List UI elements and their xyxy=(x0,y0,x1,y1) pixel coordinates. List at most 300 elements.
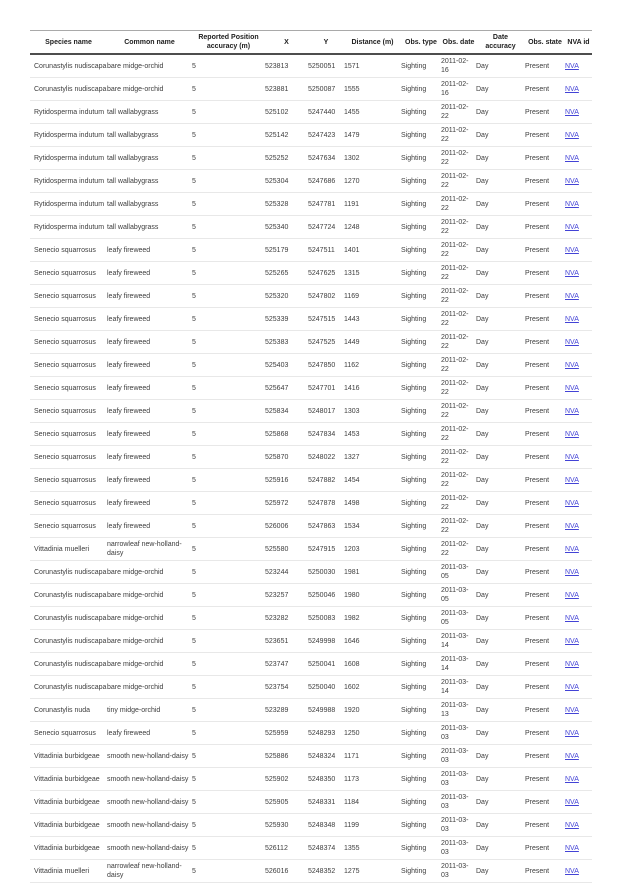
cell-date_accuracy: Day xyxy=(476,814,525,837)
cell-obs_date: 2011-03-03 xyxy=(441,722,476,745)
column-header-nva_id: NVA id xyxy=(565,31,592,55)
cell-y: 5250040 xyxy=(308,676,344,699)
cell-obs_type: Sighting xyxy=(401,860,441,883)
cell-date_accuracy: Day xyxy=(476,377,525,400)
cell-reported_position_accuracy: 5 xyxy=(192,561,265,584)
cell-common_name: tall wallabygrass xyxy=(107,124,192,147)
cell-nva_id xyxy=(565,331,592,354)
cell-y: 5247525 xyxy=(308,331,344,354)
nva-link[interactable]: NVA xyxy=(565,361,579,369)
cell-y: 5248331 xyxy=(308,791,344,814)
cell-species_name: Vittadinia burbidgeae xyxy=(30,745,107,768)
cell-species_name: Corunastylis nudiscapa xyxy=(30,78,107,101)
cell-y: 5250030 xyxy=(308,561,344,584)
cell-common_name: leafy fireweed xyxy=(107,722,192,745)
cell-obs_date: 2011-02-22 xyxy=(441,216,476,239)
cell-common_name: tall wallabygrass xyxy=(107,147,192,170)
cell-reported_position_accuracy: 5 xyxy=(192,354,265,377)
cell-reported_position_accuracy: 5 xyxy=(192,193,265,216)
cell-obs_type: Sighting xyxy=(401,630,441,653)
cell-x: 525868 xyxy=(265,423,308,446)
nva-link[interactable]: NVA xyxy=(565,177,579,185)
cell-x: 523257 xyxy=(265,584,308,607)
cell-species_name: Senecio squarrosus xyxy=(30,515,107,538)
cell-obs_type: Sighting xyxy=(401,561,441,584)
cell-reported_position_accuracy: 5 xyxy=(192,423,265,446)
table-row xyxy=(30,354,592,377)
cell-x: 523747 xyxy=(265,653,308,676)
cell-distance: 1980 xyxy=(344,584,401,607)
cell-x: 525383 xyxy=(265,331,308,354)
cell-nva_id xyxy=(565,745,592,768)
cell-obs_state: Present xyxy=(525,584,565,607)
cell-obs_type: Sighting xyxy=(401,54,441,78)
cell-obs_state: Present xyxy=(525,262,565,285)
cell-x: 525340 xyxy=(265,216,308,239)
cell-nva_id xyxy=(565,377,592,400)
cell-obs_date: 2011-02-22 xyxy=(441,515,476,538)
cell-x: 525252 xyxy=(265,147,308,170)
table-row xyxy=(30,331,592,354)
cell-nva_id xyxy=(565,193,592,216)
cell-obs_date: 2011-02-22 xyxy=(441,354,476,377)
cell-distance: 1173 xyxy=(344,768,401,791)
table-row xyxy=(30,54,592,78)
cell-species_name: Corunastylis nudiscapa xyxy=(30,607,107,630)
cell-y: 5248348 xyxy=(308,814,344,837)
cell-y: 5250041 xyxy=(308,653,344,676)
cell-obs_date: 2011-02-22 xyxy=(441,285,476,308)
cell-nva_id xyxy=(565,170,592,193)
cell-obs_date: 2011-03-05 xyxy=(441,561,476,584)
cell-common_name: bare midge-orchid xyxy=(107,54,192,78)
cell-obs_type: Sighting xyxy=(401,446,441,469)
cell-x: 525870 xyxy=(265,446,308,469)
cell-species_name: Senecio squarrosus xyxy=(30,239,107,262)
cell-obs_state: Present xyxy=(525,101,565,124)
cell-reported_position_accuracy: 5 xyxy=(192,147,265,170)
cell-distance: 1250 xyxy=(344,722,401,745)
nva-link[interactable]: NVA xyxy=(565,407,579,415)
cell-reported_position_accuracy: 5 xyxy=(192,78,265,101)
cell-common_name: leafy fireweed xyxy=(107,446,192,469)
table-row xyxy=(30,147,592,170)
cell-y: 5247781 xyxy=(308,193,344,216)
cell-reported_position_accuracy: 5 xyxy=(192,400,265,423)
cell-obs_date: 2011-02-22 xyxy=(441,446,476,469)
cell-distance: 1646 xyxy=(344,630,401,653)
cell-obs_state: Present xyxy=(525,170,565,193)
cell-x: 525304 xyxy=(265,170,308,193)
cell-date_accuracy: Day xyxy=(476,124,525,147)
cell-y: 5247863 xyxy=(308,515,344,538)
table-row xyxy=(30,676,592,699)
nva-link[interactable]: NVA xyxy=(565,752,579,760)
cell-obs_state: Present xyxy=(525,492,565,515)
table-row xyxy=(30,699,592,722)
cell-species_name: Vittadinia burbidgeae xyxy=(30,814,107,837)
cell-reported_position_accuracy: 5 xyxy=(192,768,265,791)
cell-obs_state: Present xyxy=(525,377,565,400)
cell-nva_id xyxy=(565,768,592,791)
nva-link[interactable]: NVA xyxy=(565,62,579,70)
nva-link[interactable]: NVA xyxy=(565,338,579,346)
cell-common_name: tiny midge-orchid xyxy=(107,699,192,722)
cell-common_name: leafy fireweed xyxy=(107,331,192,354)
cell-date_accuracy: Day xyxy=(476,78,525,101)
nva-link[interactable]: NVA xyxy=(565,453,579,461)
cell-nva_id xyxy=(565,354,592,377)
nva-link[interactable]: NVA xyxy=(565,729,579,737)
cell-obs_date: 2011-03-03 xyxy=(441,768,476,791)
cell-date_accuracy: Day xyxy=(476,561,525,584)
table-header-row xyxy=(30,31,592,55)
cell-x: 525179 xyxy=(265,239,308,262)
cell-distance: 1982 xyxy=(344,607,401,630)
nva-link[interactable]: NVA xyxy=(565,384,579,392)
cell-y: 5247878 xyxy=(308,492,344,515)
cell-x: 525580 xyxy=(265,538,308,561)
cell-y: 5248324 xyxy=(308,745,344,768)
cell-species_name: Senecio squarrosus xyxy=(30,331,107,354)
cell-species_name: Corunastylis nudiscapa xyxy=(30,561,107,584)
cell-y: 5247915 xyxy=(308,538,344,561)
column-header-obs_date: Obs. date xyxy=(441,31,476,55)
cell-common_name: leafy fireweed xyxy=(107,400,192,423)
cell-obs_state: Present xyxy=(525,653,565,676)
cell-distance: 1169 xyxy=(344,285,401,308)
cell-nva_id xyxy=(565,492,592,515)
cell-nva_id xyxy=(565,860,592,883)
cell-common_name: leafy fireweed xyxy=(107,354,192,377)
cell-x: 526006 xyxy=(265,515,308,538)
table-row xyxy=(30,538,592,561)
column-header-species_name: Species name xyxy=(30,31,107,55)
table-row xyxy=(30,170,592,193)
cell-common_name: leafy fireweed xyxy=(107,239,192,262)
cell-obs_type: Sighting xyxy=(401,676,441,699)
column-header-common_name: Common name xyxy=(107,31,192,55)
cell-date_accuracy: Day xyxy=(476,193,525,216)
cell-species_name: Rytidosperma indutum xyxy=(30,170,107,193)
cell-obs_state: Present xyxy=(525,239,565,262)
cell-reported_position_accuracy: 5 xyxy=(192,745,265,768)
table-row xyxy=(30,262,592,285)
species-observations-table xyxy=(30,30,592,883)
cell-obs_date: 2011-03-14 xyxy=(441,653,476,676)
cell-x: 525265 xyxy=(265,262,308,285)
cell-reported_position_accuracy: 5 xyxy=(192,676,265,699)
nva-link[interactable]: NVA xyxy=(565,499,579,507)
nva-link[interactable]: NVA xyxy=(565,85,579,93)
table-row xyxy=(30,423,592,446)
cell-distance: 1248 xyxy=(344,216,401,239)
nva-link[interactable]: NVA xyxy=(565,867,579,875)
cell-reported_position_accuracy: 5 xyxy=(192,285,265,308)
cell-species_name: Senecio squarrosus xyxy=(30,722,107,745)
cell-nva_id xyxy=(565,699,592,722)
cell-common_name: bare midge-orchid xyxy=(107,653,192,676)
cell-obs_state: Present xyxy=(525,561,565,584)
nva-link[interactable]: NVA xyxy=(565,223,579,231)
nva-link[interactable]: NVA xyxy=(565,637,579,645)
cell-obs_state: Present xyxy=(525,354,565,377)
cell-obs_date: 2011-02-22 xyxy=(441,147,476,170)
nva-link[interactable]: NVA xyxy=(565,545,579,553)
cell-date_accuracy: Day xyxy=(476,837,525,860)
cell-x: 525328 xyxy=(265,193,308,216)
table-row xyxy=(30,607,592,630)
table-row xyxy=(30,400,592,423)
cell-species_name: Senecio squarrosus xyxy=(30,262,107,285)
cell-nva_id xyxy=(565,285,592,308)
cell-distance: 1184 xyxy=(344,791,401,814)
nva-link[interactable]: NVA xyxy=(565,775,579,783)
cell-reported_position_accuracy: 5 xyxy=(192,630,265,653)
cell-obs_type: Sighting xyxy=(401,538,441,561)
cell-obs_date: 2011-03-14 xyxy=(441,630,476,653)
nva-link[interactable]: NVA xyxy=(565,200,579,208)
cell-x: 526112 xyxy=(265,837,308,860)
table-row xyxy=(30,515,592,538)
nva-link[interactable]: NVA xyxy=(565,154,579,162)
cell-obs_type: Sighting xyxy=(401,308,441,331)
cell-common_name: bare midge-orchid xyxy=(107,676,192,699)
cell-obs_type: Sighting xyxy=(401,791,441,814)
cell-reported_position_accuracy: 5 xyxy=(192,837,265,860)
table-row xyxy=(30,653,592,676)
cell-date_accuracy: Day xyxy=(476,101,525,124)
cell-reported_position_accuracy: 5 xyxy=(192,308,265,331)
cell-date_accuracy: Day xyxy=(476,54,525,78)
cell-x: 523244 xyxy=(265,561,308,584)
cell-obs_type: Sighting xyxy=(401,400,441,423)
cell-obs_state: Present xyxy=(525,216,565,239)
cell-obs_type: Sighting xyxy=(401,101,441,124)
cell-obs_date: 2011-02-22 xyxy=(441,538,476,561)
table-row xyxy=(30,561,592,584)
cell-obs_date: 2011-02-22 xyxy=(441,239,476,262)
cell-nva_id xyxy=(565,101,592,124)
cell-species_name: Corunastylis nudiscapa xyxy=(30,54,107,78)
cell-obs_date: 2011-02-22 xyxy=(441,469,476,492)
nva-link[interactable]: NVA xyxy=(565,614,579,622)
cell-y: 5247882 xyxy=(308,469,344,492)
cell-reported_position_accuracy: 5 xyxy=(192,469,265,492)
cell-distance: 1315 xyxy=(344,262,401,285)
cell-obs_type: Sighting xyxy=(401,239,441,262)
cell-x: 525834 xyxy=(265,400,308,423)
table-row xyxy=(30,193,592,216)
cell-obs_state: Present xyxy=(525,607,565,630)
cell-y: 5248350 xyxy=(308,768,344,791)
column-header-obs_type: Obs. type xyxy=(401,31,441,55)
cell-species_name: Senecio squarrosus xyxy=(30,469,107,492)
cell-obs_type: Sighting xyxy=(401,722,441,745)
cell-species_name: Senecio squarrosus xyxy=(30,446,107,469)
cell-y: 5248017 xyxy=(308,400,344,423)
cell-reported_position_accuracy: 5 xyxy=(192,492,265,515)
cell-obs_type: Sighting xyxy=(401,193,441,216)
nva-link[interactable]: NVA xyxy=(565,108,579,116)
nva-link[interactable]: NVA xyxy=(565,591,579,599)
cell-common_name: tall wallabygrass xyxy=(107,101,192,124)
cell-obs_type: Sighting xyxy=(401,607,441,630)
cell-y: 5248374 xyxy=(308,837,344,860)
nva-link[interactable]: NVA xyxy=(565,568,579,576)
cell-obs_date: 2011-03-13 xyxy=(441,699,476,722)
cell-reported_position_accuracy: 5 xyxy=(192,538,265,561)
cell-y: 5248022 xyxy=(308,446,344,469)
nva-link[interactable]: NVA xyxy=(565,821,579,829)
cell-date_accuracy: Day xyxy=(476,653,525,676)
table-header xyxy=(30,31,592,55)
table-row xyxy=(30,216,592,239)
nva-link[interactable]: NVA xyxy=(565,292,579,300)
cell-distance: 1275 xyxy=(344,860,401,883)
cell-common_name: leafy fireweed xyxy=(107,377,192,400)
cell-nva_id xyxy=(565,262,592,285)
table-row xyxy=(30,814,592,837)
cell-species_name: Senecio squarrosus xyxy=(30,423,107,446)
nva-link[interactable]: NVA xyxy=(565,315,579,323)
cell-obs_type: Sighting xyxy=(401,354,441,377)
cell-y: 5247701 xyxy=(308,377,344,400)
cell-obs_date: 2011-03-03 xyxy=(441,745,476,768)
table-row xyxy=(30,630,592,653)
table-row xyxy=(30,377,592,400)
cell-y: 5247634 xyxy=(308,147,344,170)
cell-reported_position_accuracy: 5 xyxy=(192,860,265,883)
cell-obs_type: Sighting xyxy=(401,78,441,101)
cell-obs_state: Present xyxy=(525,331,565,354)
cell-obs_date: 2011-03-03 xyxy=(441,814,476,837)
nva-link[interactable]: NVA xyxy=(565,522,579,530)
cell-x: 523651 xyxy=(265,630,308,653)
nva-link[interactable]: NVA xyxy=(565,706,579,714)
cell-distance: 1498 xyxy=(344,492,401,515)
cell-nva_id xyxy=(565,400,592,423)
nva-link[interactable]: NVA xyxy=(565,476,579,484)
cell-obs_type: Sighting xyxy=(401,285,441,308)
cell-x: 523282 xyxy=(265,607,308,630)
cell-distance: 1571 xyxy=(344,54,401,78)
cell-species_name: Senecio squarrosus xyxy=(30,400,107,423)
cell-date_accuracy: Day xyxy=(476,331,525,354)
table-body xyxy=(30,54,592,883)
table-row xyxy=(30,584,592,607)
cell-y: 5247515 xyxy=(308,308,344,331)
cell-distance: 1443 xyxy=(344,308,401,331)
cell-obs_date: 2011-02-22 xyxy=(441,124,476,147)
cell-nva_id xyxy=(565,814,592,837)
table-row xyxy=(30,285,592,308)
cell-obs_state: Present xyxy=(525,124,565,147)
cell-obs_type: Sighting xyxy=(401,515,441,538)
nva-link[interactable]: NVA xyxy=(565,844,579,852)
cell-reported_position_accuracy: 5 xyxy=(192,515,265,538)
cell-obs_state: Present xyxy=(525,308,565,331)
cell-obs_date: 2011-02-22 xyxy=(441,308,476,331)
cell-distance: 1479 xyxy=(344,124,401,147)
cell-species_name: Vittadinia burbidgeae xyxy=(30,791,107,814)
cell-distance: 1449 xyxy=(344,331,401,354)
cell-distance: 1534 xyxy=(344,515,401,538)
cell-common_name: bare midge-orchid xyxy=(107,561,192,584)
cell-obs_type: Sighting xyxy=(401,423,441,446)
cell-distance: 1303 xyxy=(344,400,401,423)
cell-reported_position_accuracy: 5 xyxy=(192,124,265,147)
cell-species_name: Corunastylis nuda xyxy=(30,699,107,722)
nva-link[interactable]: NVA xyxy=(565,683,579,691)
cell-species_name: Senecio squarrosus xyxy=(30,308,107,331)
cell-common_name: bare midge-orchid xyxy=(107,584,192,607)
cell-nva_id xyxy=(565,676,592,699)
cell-nva_id xyxy=(565,538,592,561)
nva-link[interactable]: NVA xyxy=(565,269,579,277)
table-row xyxy=(30,492,592,515)
cell-y: 5248293 xyxy=(308,722,344,745)
cell-date_accuracy: Day xyxy=(476,515,525,538)
cell-distance: 1203 xyxy=(344,538,401,561)
cell-species_name: Rytidosperma indutum xyxy=(30,124,107,147)
cell-common_name: smooth new-holland-daisy xyxy=(107,837,192,860)
cell-common_name: leafy fireweed xyxy=(107,469,192,492)
cell-common_name: leafy fireweed xyxy=(107,262,192,285)
cell-nva_id xyxy=(565,653,592,676)
cell-y: 5247802 xyxy=(308,285,344,308)
table-row xyxy=(30,469,592,492)
cell-x: 523289 xyxy=(265,699,308,722)
cell-reported_position_accuracy: 5 xyxy=(192,216,265,239)
cell-obs_state: Present xyxy=(525,193,565,216)
cell-species_name: Senecio squarrosus xyxy=(30,492,107,515)
cell-obs_type: Sighting xyxy=(401,377,441,400)
nva-link[interactable]: NVA xyxy=(565,430,579,438)
cell-date_accuracy: Day xyxy=(476,538,525,561)
table-row xyxy=(30,837,592,860)
cell-x: 525142 xyxy=(265,124,308,147)
cell-distance: 1199 xyxy=(344,814,401,837)
cell-obs_state: Present xyxy=(525,400,565,423)
cell-obs_state: Present xyxy=(525,147,565,170)
cell-obs_state: Present xyxy=(525,446,565,469)
cell-x: 525972 xyxy=(265,492,308,515)
nva-link[interactable]: NVA xyxy=(565,131,579,139)
cell-x: 525916 xyxy=(265,469,308,492)
cell-y: 5247440 xyxy=(308,101,344,124)
cell-nva_id xyxy=(565,561,592,584)
cell-nva_id xyxy=(565,446,592,469)
cell-obs_state: Present xyxy=(525,860,565,883)
cell-common_name: bare midge-orchid xyxy=(107,607,192,630)
cell-reported_position_accuracy: 5 xyxy=(192,331,265,354)
cell-y: 5249998 xyxy=(308,630,344,653)
cell-obs_type: Sighting xyxy=(401,124,441,147)
cell-obs_date: 2011-02-22 xyxy=(441,101,476,124)
cell-y: 5250046 xyxy=(308,584,344,607)
cell-nva_id xyxy=(565,239,592,262)
cell-distance: 1191 xyxy=(344,193,401,216)
cell-date_accuracy: Day xyxy=(476,722,525,745)
cell-species_name: Corunastylis nudiscapa xyxy=(30,630,107,653)
nva-link[interactable]: NVA xyxy=(565,798,579,806)
cell-nva_id xyxy=(565,423,592,446)
cell-obs_state: Present xyxy=(525,676,565,699)
nva-link[interactable]: NVA xyxy=(565,660,579,668)
cell-obs_date: 2011-02-22 xyxy=(441,331,476,354)
nva-link[interactable]: NVA xyxy=(565,246,579,254)
